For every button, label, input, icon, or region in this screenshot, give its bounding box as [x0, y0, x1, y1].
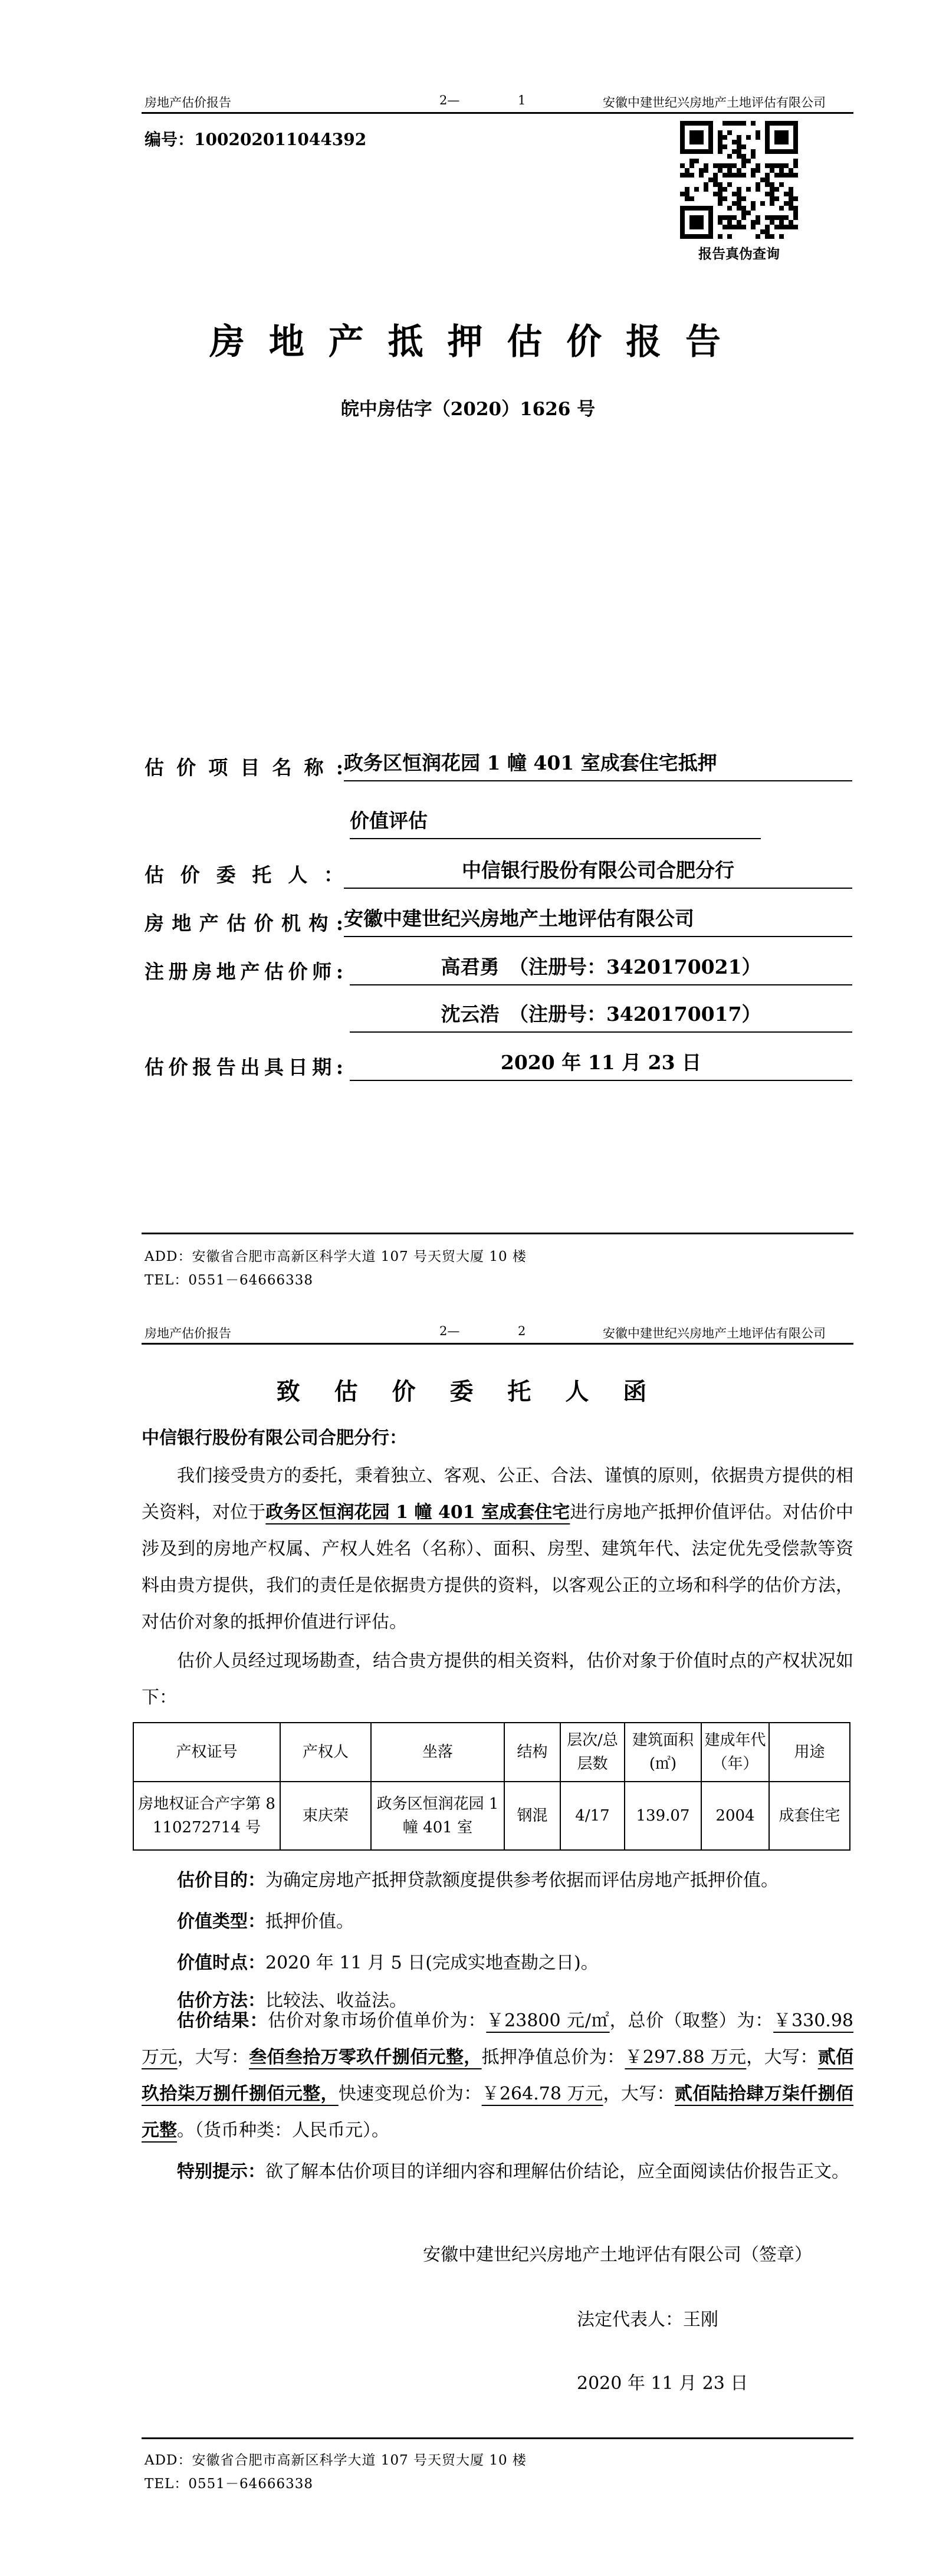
field-value-agency: 安徽中建世纪兴房地产土地评估有限公司: [344, 903, 852, 937]
page2-header-doc-title: 房地产估价报告: [144, 1326, 231, 1340]
td-certificate-no: 房地权证合产字第 8110272714 号: [133, 1782, 280, 1850]
para1-pre: 我们接受贵方的委托，秉着独立、客观、公正、合法、谨慎的原则，依据贵方提供的相关资料，对位于: [142, 1466, 853, 1523]
item-value-date-text: 2020 年 11 月 5 日(完成实地查勘之日)。: [265, 1953, 599, 1973]
th-year-built: 建成年代（年）: [701, 1723, 769, 1782]
td-location: 政务区恒润花园 1 幢 401 室: [371, 1782, 504, 1850]
signature-date: 2020 年 11 月 23 日: [577, 2373, 748, 2394]
tel-label: TEL：: [144, 1273, 189, 1288]
serial-number: [144, 127, 366, 150]
page2-header-page-group: 2—: [439, 1324, 460, 1338]
page1-footer-rule: [142, 1233, 853, 1234]
item-method-label: 估价方法：: [177, 1990, 265, 2011]
item-value-type-text: 抵押价值。: [265, 1911, 354, 1932]
letter-title: 致 估 价 委 托 人 函: [276, 1378, 660, 1405]
result-label: 估价结果：: [177, 2010, 268, 2031]
page2-header-page-number: 2: [518, 1324, 526, 1338]
address-text-2: 安徽省合肥市高新区科学大道 107 号天贸大厦 10 楼: [192, 2453, 527, 2468]
tel-text: 0551－64666338: [188, 1273, 314, 1288]
td-floor: 4/17: [560, 1782, 625, 1850]
salutation: 中信银行股份有限公司合肥分行：: [142, 1428, 407, 1448]
serial-value: 100202011044392: [194, 130, 367, 149]
result-seg11: 快速变现总价为：: [338, 2084, 482, 2104]
th-location: 坐落: [371, 1723, 504, 1782]
add-label: ADD：: [144, 1249, 192, 1264]
result-quick-price-words: 贰佰陆拾肆万柒仟捌佰元整: [142, 2084, 854, 2141]
item-purpose-label: 估价目的：: [177, 1870, 265, 1891]
th-area: 建筑面积(㎡): [625, 1723, 701, 1782]
item-value-date: [142, 1945, 853, 1982]
th-floor: 层次/总层数: [560, 1723, 625, 1782]
result-seg9: ，大写：: [746, 2047, 818, 2068]
para1-post: 进行房地产抵押价值评估。对估价中涉及到的房地产权属、产权人姓名（名称）、面积、房型、建筑年代、法定优先受偿款等资料由贵方提供，我们的责任是依据贵方提供的资料，以客观公正的立场和科学的估价方法，对估价对象的抵押价值进行评估。: [142, 1502, 854, 1632]
field-label-appraisers: 注册房地产估价师:: [144, 960, 343, 983]
qr-code: [680, 121, 798, 239]
result-seg13: ，大写：: [603, 2084, 675, 2104]
td-use: 成套住宅: [769, 1782, 850, 1850]
page2-header-company: 安徽中建世纪兴房地产土地评估有限公司: [603, 1326, 826, 1340]
table-data-row: [133, 1782, 850, 1850]
field-label-agency: 房地产估价机构:: [144, 912, 343, 935]
item-value-type-label: 价值类型：: [177, 1911, 265, 1932]
signature-company: 安徽中建世纪兴房地产土地评估有限公司（签章）: [423, 2245, 812, 2265]
field-label-project-name: 估价项目名称:: [144, 756, 343, 779]
serial-label: 编号：: [144, 130, 195, 149]
page1-footer-address: [144, 1246, 527, 1265]
result-quick-price: ￥264.78 万元: [481, 2084, 603, 2104]
td-area: 139.07: [625, 1782, 701, 1850]
table-header-row: [133, 1723, 850, 1782]
result-paragraph: [142, 2003, 853, 2149]
page1-header-page-number: 1: [518, 93, 526, 107]
field-value-appraiser-1: 高君勇 （注册号：3420170021）: [350, 952, 852, 985]
result-total-price: ￥330.98 万元: [142, 2010, 854, 2068]
result-total-price-words: 叁佰叁拾万零玖仟捌佰元整，: [249, 2047, 482, 2068]
result-unit-price: ￥23800 元/㎡: [486, 2010, 610, 2031]
td-owner: 束庆荣: [280, 1782, 371, 1850]
signature-legal-rep: 法定代表人：王刚: [577, 2309, 718, 2330]
field-value-client: 中信银行股份有限公司合肥分行: [344, 855, 852, 889]
page2-footer-rule: [142, 2437, 853, 2439]
th-structure: 结构: [504, 1723, 560, 1782]
field-value-issue-date: 2020 年 11 月 23 日: [350, 1047, 852, 1081]
tel-label-2: TEL：: [144, 2476, 189, 2492]
notice-label: 特别提示：: [177, 2161, 265, 2182]
result-seg3: ，总价（取整）为：: [609, 2010, 774, 2031]
item-value-type: [142, 1904, 853, 1940]
page2-header-rule: [142, 1343, 853, 1345]
page1-header-page-group: 2—: [439, 93, 460, 107]
address-text: 安徽省合肥市高新区科学大道 107 号天贸大厦 10 楼: [192, 1249, 527, 1264]
ownership-table: [133, 1722, 850, 1851]
letter-paragraph-1: [142, 1458, 853, 1641]
page1-header-doc-title: 房地产估价报告: [144, 96, 231, 110]
item-method-text: 比较法、收益法。: [265, 1990, 407, 2011]
field-value-appraiser-2: 沈云浩 （注册号：3420170017）: [350, 999, 852, 1033]
letter-paragraph-2: 估价人员经过现场勘查，结合贵方提供的相关资料，估价对象于价值时点的产权状况如下：: [142, 1651, 853, 1708]
td-year-built: 2004: [701, 1782, 769, 1850]
th-certificate-no: 产权证号: [133, 1723, 280, 1782]
result-seg5: ，大写：: [177, 2047, 249, 2068]
report-number: 皖中房估字（2020）1626 号: [340, 399, 596, 420]
page1-header-company: 安徽中建世纪兴房地产土地评估有限公司: [603, 96, 826, 110]
page1-footer-tel: [144, 1269, 313, 1289]
field-value-project-name: 政务区恒润花园 1 幢 401 室成套住宅抵押: [344, 748, 852, 781]
page2-footer-address: [144, 2449, 527, 2469]
add-label-2: ADD：: [144, 2453, 192, 2468]
property-highlight: 政务区恒润花园 1 幢 401 室成套住宅: [265, 1502, 570, 1523]
field-label-client: 估价委托人：: [144, 863, 343, 886]
item-purpose: [142, 1862, 853, 1899]
item-value-date-label: 价值时点：: [177, 1953, 265, 1973]
th-owner: 产权人: [280, 1723, 371, 1782]
th-use: 用途: [769, 1723, 850, 1782]
result-net-price-words: 贰佰玖拾柒万捌仟捌佰元整，: [142, 2047, 854, 2104]
field-value-project-name-2: 价值评估: [350, 806, 761, 839]
page2-footer-tel: [144, 2473, 313, 2492]
notice-paragraph: [142, 2154, 853, 2190]
qr-caption: 报告真伪查询: [698, 246, 780, 262]
report-title: 房 地 产 抵 押 估 价 报 告: [209, 321, 727, 363]
page1-header-rule: [142, 112, 853, 114]
result-seg7: 抵押净值总价为：: [481, 2047, 625, 2068]
td-structure: 钢混: [504, 1782, 560, 1850]
item-purpose-text: 为确定房地产抵押贷款额度提供参考依据而评估房地产抵押价值。: [265, 1870, 779, 1891]
result-seg1: 估价对象市场价值单价为：: [268, 2010, 487, 2031]
notice-text: 欲了解本估价项目的详细内容和理解估价结论，应全面阅读估价报告正文。: [265, 2161, 849, 2182]
field-label-issue-date: 估价报告出具日期:: [144, 1056, 343, 1079]
result-seg15: 。（货币种类：人民币元）。: [177, 2120, 389, 2141]
tel-text-2: 0551－64666338: [188, 2476, 314, 2492]
result-net-price: ￥297.88 万元: [625, 2047, 747, 2068]
